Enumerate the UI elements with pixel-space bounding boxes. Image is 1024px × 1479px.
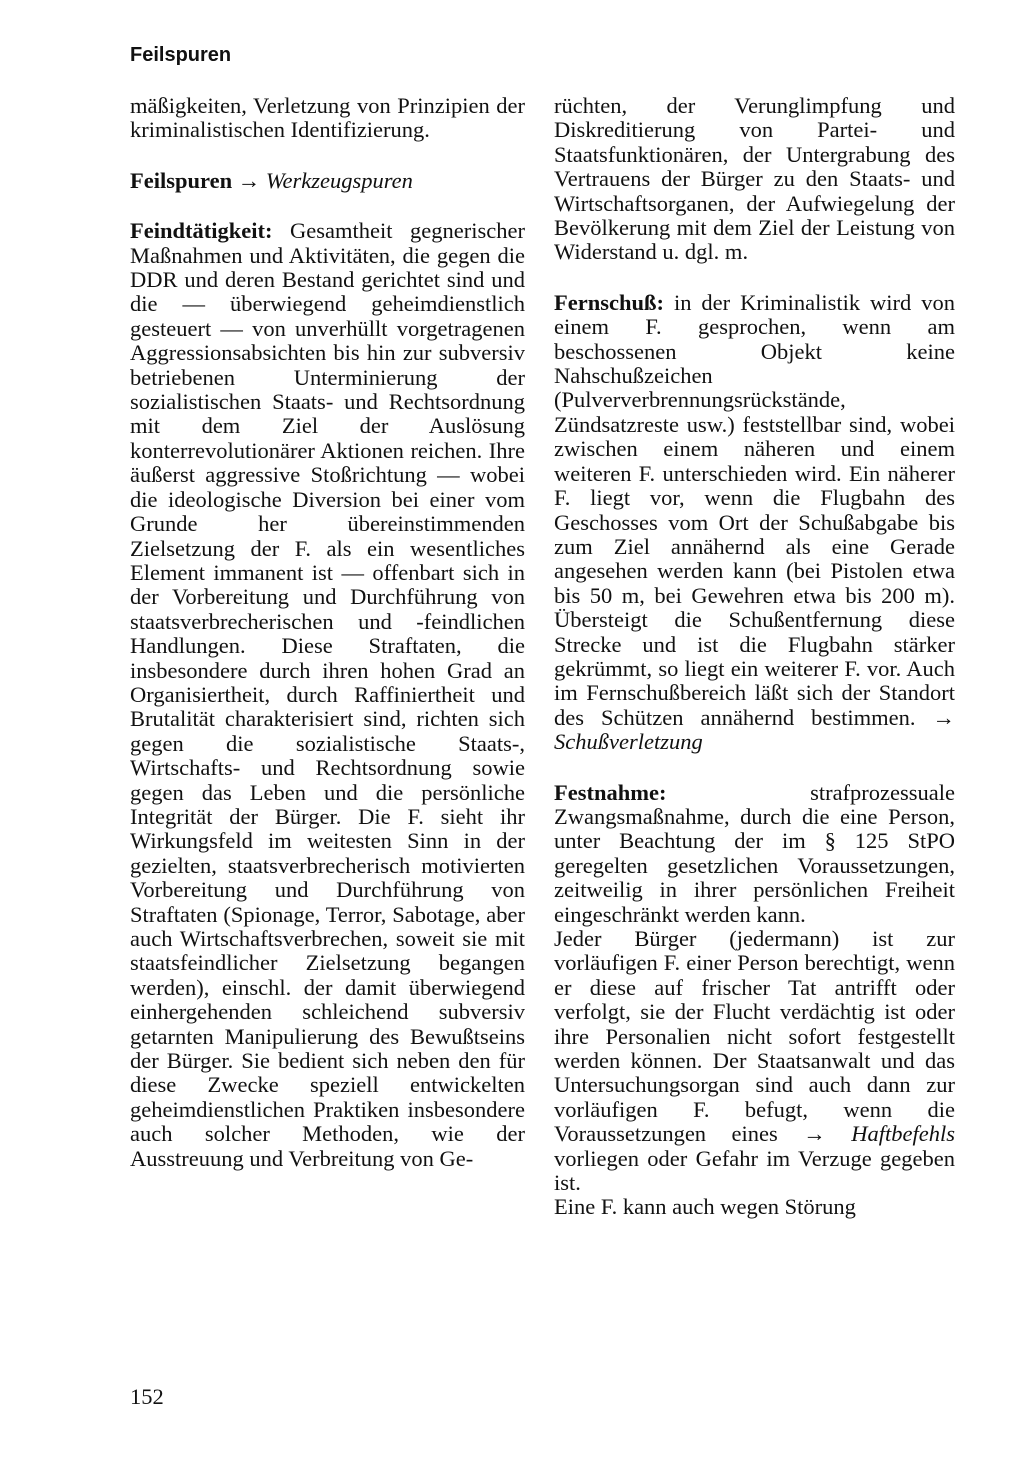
paragraph-text: Jeder Bürger (jedermann) ist zur vorläufigen F. einer Person berechtigt, wenn er diese auf frischer Tat antrifft oder verfolgt, sie der Flucht verdächtig ist oder ihre Personalien nicht sofort festgestellt werden können. Der Staatsanwalt und das Untersuchungsorgan sind auch dann zur vorläufigen F. befugt, wenn die Voraussetzungen eines: [554, 926, 955, 1147]
entry-feilspuren: [130, 169, 525, 193]
entry-body: Gesamtheit gegnerischer Maßnahmen und Aktivitäten, die gegen die DDR und deren Bestand gerichtet sind und die — überwiegend geheimdienstlich gesteuert — von unverhüllt vorgetragenen Aggressionsabsichten bis hin zur subversiv betriebenen Unterminierung der sozialistischen Staats- und Rechtsordnung mit dem Ziel der Auslösung konterrevolutionärer Aktionen reichen. Ihre äußerst aggressive Stoßrichtung — wobei die ideologische Diversion bei einer vom Grunde her übereinstimmenden Zielsetzung der F. als ein wesentliches Element immanent ist — offenbart sich in der Vorbereitung und Durchführung von staatsverbrecherischen und -feindlichen Handlungen. Diese Straftaten, die insbesondere durch ihren hohen Grad an Organisiertheit, durch Raffiniertheit und Brutalität charakterisiert sind, richten sich gegen die sozialistische Staats-, Wirtschafts- und Rechtsordnung sowie gegen das Leben und die persönliche Integrität der Bürger. Die F. sieht ihr Wirkungsfeld im weitesten Sinn in der gezielten, staatsverbrecherisch motivierten Vorbereitung und Durchführung von Straftaten (Spionage, Terror, Sabotage, aber auch Wirtschaftsverbrechen, soweit sie mit staatsfeindlicher Zielsetzung begangen werden), einschl. der damit überwiegend einhergehenden schleichend subversiv getarnten Manipulierung des Bewußtseins der Bürger. Sie bedient sich neben den für diese Zwecke speziell entwickelten geheimdienstlichen Praktiken insbesondere auch solcher Methoden, wie der Ausstreuung und Verbreitung von Ge-: [130, 218, 525, 1171]
left-column: [130, 94, 525, 1171]
cross-reference: Werkzeugspuren: [265, 167, 413, 193]
continued-text: rüchten, der Verunglimpfung und Diskreditierung von Partei- und Staatsfunktionären, der Untergrabung des Vertrauens der Bürger zu den Staats- und Wirtschaftsorganen, der Aufwiegelung der Bevölkerung mit dem Ziel der Leistung von Widerstand u. dgl. m.: [554, 93, 955, 265]
entry-term: Fernschuß:: [554, 289, 665, 315]
entry-fernschuss: [554, 291, 955, 755]
entry-term: Feilspuren: [130, 167, 233, 193]
arrow-icon: →: [803, 1121, 826, 1147]
page-number: 152: [130, 1384, 164, 1409]
entry-term: Festnahme:: [554, 779, 667, 805]
entry-term: Feindtätigkeit:: [130, 218, 273, 244]
arrow-icon: →: [237, 167, 261, 193]
entry-body: in der Kriminalistik wird von einem F. gesprochen, wenn am beschossenen Objekt keine Nahschußzeichen (Pulververbrennungsrückstände, Zündsatzreste usw.) feststellbar sind, wobei zwischen einem näheren und einem weiteren F. unterschieden wird. Ein näherer F. liegt vor, wenn die Flugbahn des Geschosses vom Ort der Schußabgabe bis zum Ziel annähernd als eine Gerade angesehen werden kann (bei Pistolen etwa bis 50 m, bei Gewehren etwa bis 200 m). Übersteigt die Schußentfernung diese Strecke und ist die Flugbahn stärker gekrümmt, so liegt ein weiterer F. vor. Auch im Fernschußbereich läßt sich der Standort des Schützen annähernd bestimmen.: [554, 289, 955, 730]
arrow-icon: →: [932, 704, 956, 730]
entry-festnahme: [554, 781, 955, 927]
festnahme-paragraph-2: [554, 927, 955, 1195]
paragraph-text: vorliegen oder Gefahr im Verzuge gegeben ist.: [554, 1145, 955, 1196]
entry-feindtaetigkeit: [130, 219, 525, 1171]
continued-text: mäßigkeiten, Verletzung von Prinzipien der kriminalistischen Identifizierung.: [130, 93, 525, 143]
running-header: Feilspuren: [130, 44, 232, 66]
cross-reference: Haftbefehls: [851, 1121, 956, 1147]
cross-reference: Schußverletzung: [554, 729, 703, 755]
festnahme-paragraph-3: Eine F. kann auch wegen Störung: [554, 1194, 856, 1220]
right-column: [554, 94, 955, 1220]
entry-body: strafprozessuale Zwangsmaßnahme, durch die eine Person, unter Beachtung der im § 125 StPO geregelten gesetzlichen Voraussetzungen, zeitweilig in ihrer persönlichen Freiheit eingeschränkt werden kann.: [554, 779, 955, 927]
